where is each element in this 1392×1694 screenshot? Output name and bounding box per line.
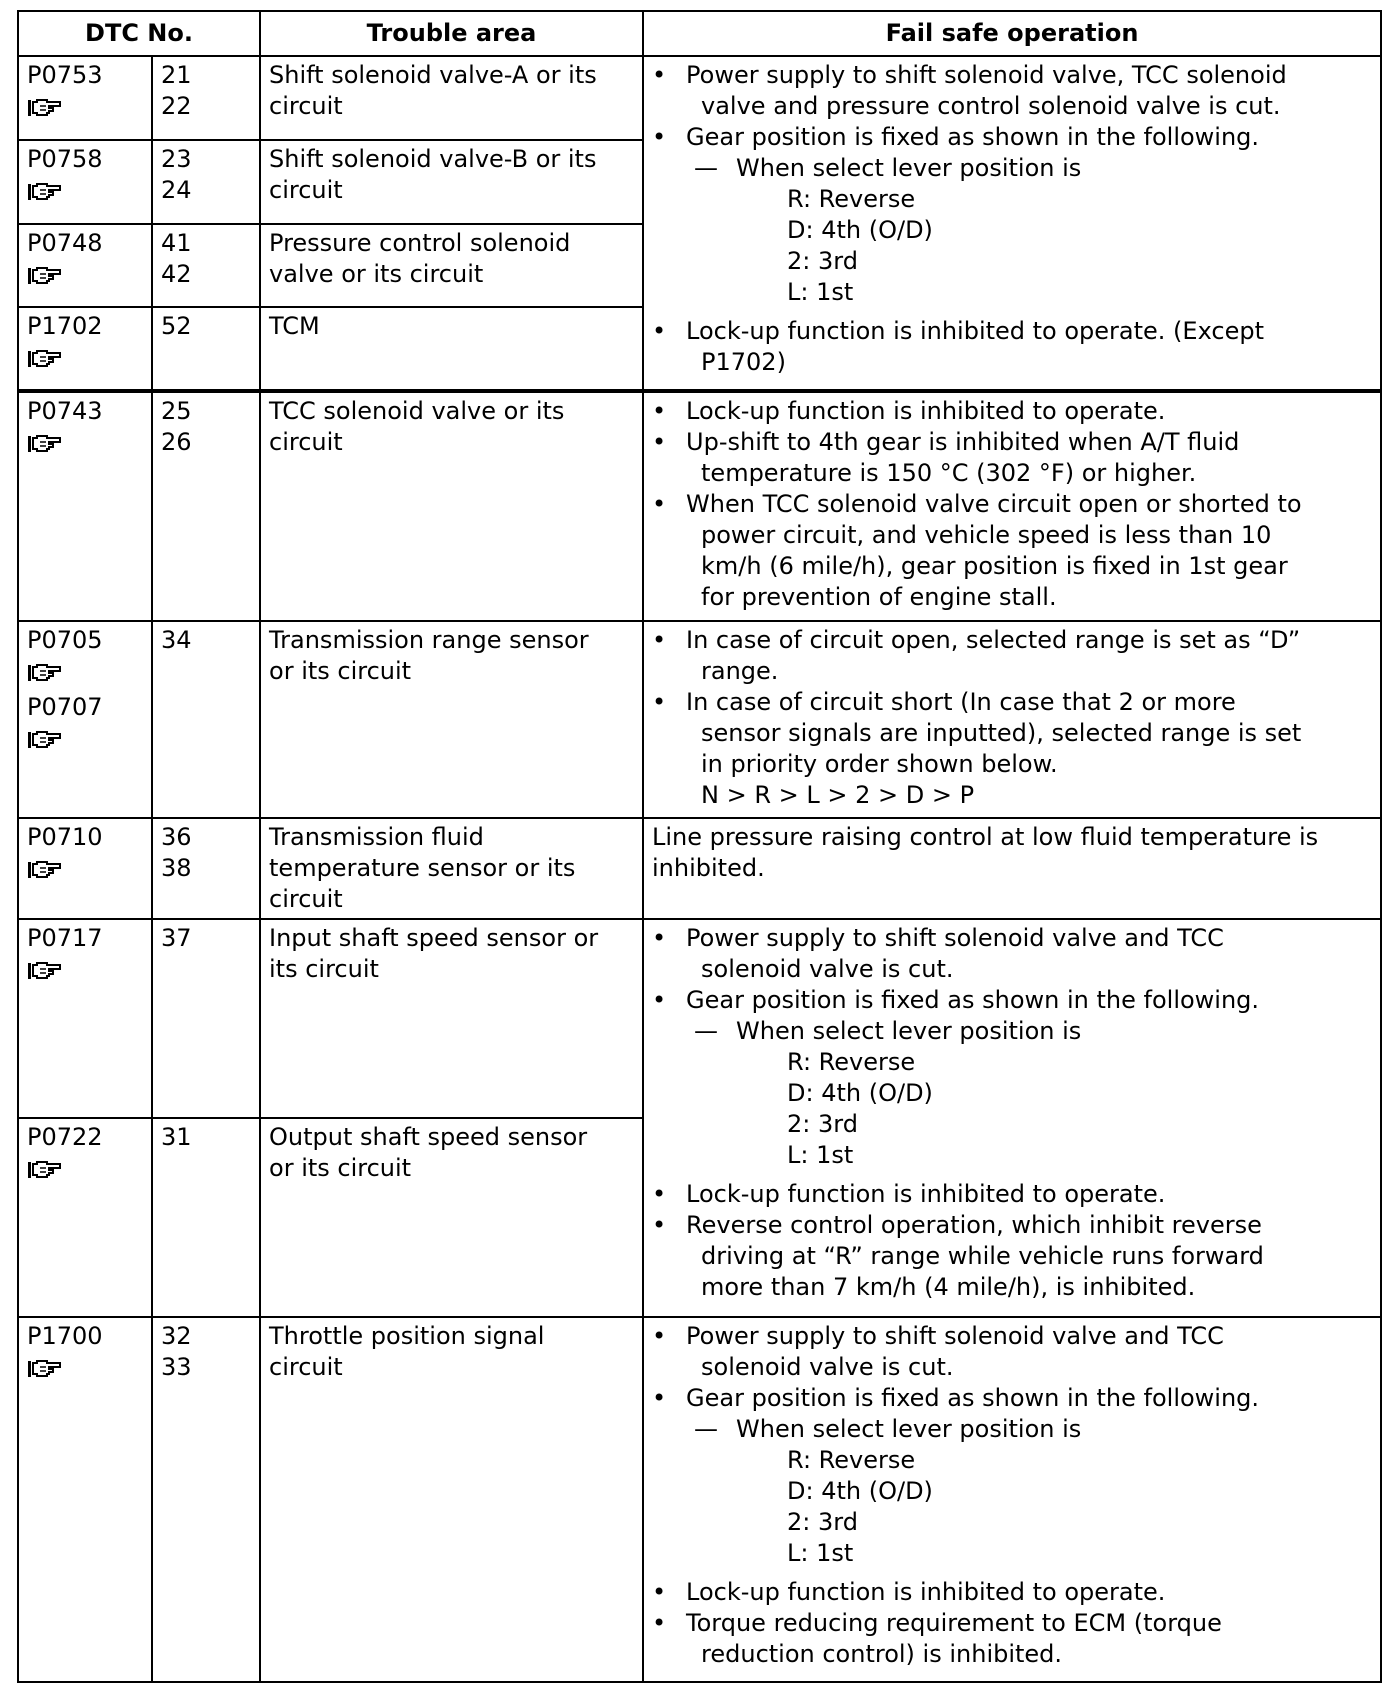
- fail-safe-item: • In case of circuit short (In case that 2 or more sensor signals are inputted), selected range is set in priority order shown below. N > R > L > 2 > D > P: [652, 687, 1372, 811]
- code-number: 34: [161, 625, 192, 654]
- code-number: 36: [161, 823, 192, 852]
- fail-safe-item: • Lock-up function is inhibited to operate. (Except P1702): [652, 316, 1372, 378]
- code-cell: [152, 56, 260, 140]
- dtc-code: P1702: [27, 312, 103, 341]
- trouble-area-text: valve or its circuit: [269, 259, 484, 288]
- trouble-area-text: Transmission range sensor: [269, 625, 589, 654]
- code-number: 38: [161, 854, 192, 883]
- trouble-area-cell: [260, 391, 643, 621]
- trouble-area-cell: [260, 307, 643, 391]
- code-cell: [152, 1317, 260, 1682]
- fail-safe-list: [652, 923, 1372, 1303]
- fail-safe-cell: [643, 391, 1381, 621]
- fail-safe-text: inhibited.: [652, 854, 765, 883]
- dtc-code: P1700: [27, 1321, 103, 1350]
- pointing-hand-icon[interactable]: [27, 729, 63, 751]
- trouble-area-text: or its circuit: [269, 656, 412, 685]
- trouble-area-cell: [260, 224, 643, 308]
- trouble-area-cell: [260, 56, 643, 140]
- code-cell: [152, 140, 260, 224]
- fail-safe-item: • Reverse control operation, which inhibit reverse driving at “R” range while vehicle runs forward more than 7 km/h (4 mile/h), is inhibited.: [652, 1210, 1372, 1303]
- pointing-hand-icon[interactable]: [27, 265, 63, 287]
- pointing-hand-icon[interactable]: [27, 1358, 63, 1380]
- fail-safe-item: • Power supply to shift solenoid valve and TCC solenoid valve is cut.: [652, 923, 1372, 985]
- fail-safe-item: • Up-shift to 4th gear is inhibited when A/T fluid temperature is 150 °C (302 °F) or higher.: [652, 427, 1372, 489]
- trouble-area-text: circuit: [269, 92, 343, 121]
- fail-safe-list: [652, 60, 1372, 378]
- trouble-area-cell: [260, 1317, 643, 1682]
- pointing-hand-icon[interactable]: [27, 1159, 63, 1181]
- dtc-code: P0717: [27, 924, 103, 953]
- table-row: [18, 818, 1381, 919]
- fail-safe-cell: [643, 919, 1381, 1316]
- fail-safe-list: [652, 1321, 1372, 1670]
- pointing-hand-icon[interactable]: [27, 960, 63, 982]
- trouble-area-text: TCC solenoid valve or its: [269, 396, 565, 425]
- dtc-code: P0743: [27, 396, 103, 425]
- dtc-cell: [18, 621, 152, 818]
- header-trouble-area: Trouble area: [260, 11, 643, 56]
- code-number: 22: [161, 92, 192, 121]
- code-number: 26: [161, 427, 192, 456]
- code-cell: [152, 919, 260, 1118]
- fail-safe-cell: [643, 818, 1381, 919]
- code-number: 32: [161, 1321, 192, 1350]
- table-row: [18, 621, 1381, 818]
- fail-safe-item: • Torque reducing requirement to ECM (torque reduction control) is inhibited.: [652, 1608, 1372, 1670]
- dtc-cell: [18, 56, 152, 140]
- trouble-area-cell: [260, 818, 643, 919]
- fail-safe-item: • In case of circuit open, selected range is set as “D” range.: [652, 625, 1372, 687]
- fail-safe-item: • Gear position is fixed as shown in the following. — When select lever position is R: Reverse D: 4th (O/D) 2: 3rd L: 1st: [652, 122, 1372, 316]
- dtc-cell: [18, 140, 152, 224]
- dtc-cell: [18, 818, 152, 919]
- trouble-area-text: Output shaft speed sensor: [269, 1122, 588, 1151]
- code-number: 42: [161, 259, 192, 288]
- code-cell: [152, 224, 260, 308]
- trouble-area-text: Input shaft speed sensor or: [269, 924, 599, 953]
- pointing-hand-icon[interactable]: [27, 859, 63, 881]
- dtc-code: P0710: [27, 823, 103, 852]
- pointing-hand-icon[interactable]: [27, 433, 63, 455]
- table-row: [18, 56, 1381, 140]
- fail-safe-list: [652, 625, 1372, 811]
- code-cell: [152, 621, 260, 818]
- fail-safe-item: • Gear position is fixed as shown in the following. — When select lever position is R: Reverse D: 4th (O/D) 2: 3rd L: 1st: [652, 985, 1372, 1179]
- pointing-hand-icon[interactable]: [27, 348, 63, 370]
- dtc-code: P0707: [27, 692, 103, 721]
- fail-safe-cell: [643, 621, 1381, 818]
- pointing-hand-icon[interactable]: [27, 97, 63, 119]
- trouble-area-text: Throttle position signal: [269, 1321, 545, 1350]
- fail-safe-item: • Power supply to shift solenoid valve and TCC solenoid valve is cut.: [652, 1321, 1372, 1383]
- dtc-cell: [18, 1317, 152, 1682]
- dtc-code: P0758: [27, 145, 103, 173]
- dtc-cell: [18, 224, 152, 308]
- code-cell: [152, 391, 260, 621]
- dtc-code: P0722: [27, 1122, 103, 1151]
- trouble-area-cell: [260, 140, 643, 224]
- trouble-area-text: temperature sensor or its: [269, 854, 576, 883]
- dtc-cell: [18, 919, 152, 1118]
- code-number: 31: [161, 1122, 192, 1151]
- table-row: [18, 1317, 1381, 1682]
- dtc-table: [17, 10, 1382, 1683]
- trouble-area-text: Shift solenoid valve-A or its: [269, 61, 597, 90]
- trouble-area-text: circuit: [269, 885, 343, 914]
- code-number: 37: [161, 924, 192, 953]
- code-cell: [152, 307, 260, 391]
- code-cell: [152, 818, 260, 919]
- code-number: 41: [161, 228, 192, 257]
- fail-safe-list: [652, 396, 1372, 613]
- code-number: 23: [161, 145, 192, 173]
- code-number: 33: [161, 1352, 192, 1381]
- table-row: [18, 919, 1381, 1118]
- dtc-code: P0705: [27, 625, 103, 654]
- fail-safe-item: • Lock-up function is inhibited to operate.: [652, 1577, 1372, 1608]
- fail-safe-cell: [643, 56, 1381, 390]
- trouble-area-text: Shift solenoid valve-B or its: [269, 145, 597, 173]
- trouble-area-cell: [260, 1118, 643, 1317]
- code-cell: [152, 1118, 260, 1317]
- trouble-area-text: or its circuit: [269, 1153, 412, 1182]
- trouble-area-cell: [260, 621, 643, 818]
- dtc-cell: [18, 1118, 152, 1317]
- fail-safe-text: Line pressure raising control at low fluid temperature is: [652, 823, 1319, 852]
- fail-safe-item: • When TCC solenoid valve circuit open or shorted to power circuit, and vehicle speed is less than 10 km/h (6 mile/h), gear position is fixed in 1st gear for prevention of engine stall.: [652, 489, 1372, 613]
- fail-safe-item: • Gear position is fixed as shown in the following. — When select lever position is R: Reverse D: 4th (O/D) 2: 3rd L: 1st: [652, 1383, 1372, 1577]
- dtc-code: P0748: [27, 228, 103, 257]
- trouble-area-text: circuit: [269, 1352, 343, 1381]
- code-number: 52: [161, 312, 192, 341]
- fail-safe-item: • Power supply to shift solenoid valve, TCC solenoid valve and pressure control solenoid valve is cut.: [652, 60, 1372, 122]
- code-number: 25: [161, 396, 192, 425]
- header-fail-safe: Fail safe operation: [643, 11, 1381, 56]
- table-row: [18, 391, 1381, 621]
- header-dtc-no: DTC No.: [18, 11, 260, 56]
- trouble-area-cell: [260, 919, 643, 1118]
- trouble-area-text: its circuit: [269, 955, 379, 984]
- fail-safe-item: • Lock-up function is inhibited to operate.: [652, 1179, 1372, 1210]
- trouble-area-text: circuit: [269, 427, 343, 456]
- fail-safe-cell: [643, 1317, 1381, 1682]
- code-number: 24: [161, 176, 192, 204]
- dtc-cell: [18, 391, 152, 621]
- trouble-area-text: Pressure control solenoid: [269, 228, 571, 257]
- dtc-cell: [18, 307, 152, 391]
- code-number: 21: [161, 61, 192, 90]
- trouble-area-text: TCM: [269, 312, 320, 341]
- table-header-row: [18, 11, 1381, 56]
- pointing-hand-icon[interactable]: [27, 662, 63, 684]
- trouble-area-text: Transmission fluid: [269, 823, 484, 852]
- fail-safe-item: • Lock-up function is inhibited to operate.: [652, 396, 1372, 427]
- pointing-hand-icon[interactable]: [27, 181, 63, 203]
- dtc-code: P0753: [27, 61, 103, 90]
- trouble-area-text: circuit: [269, 176, 343, 204]
